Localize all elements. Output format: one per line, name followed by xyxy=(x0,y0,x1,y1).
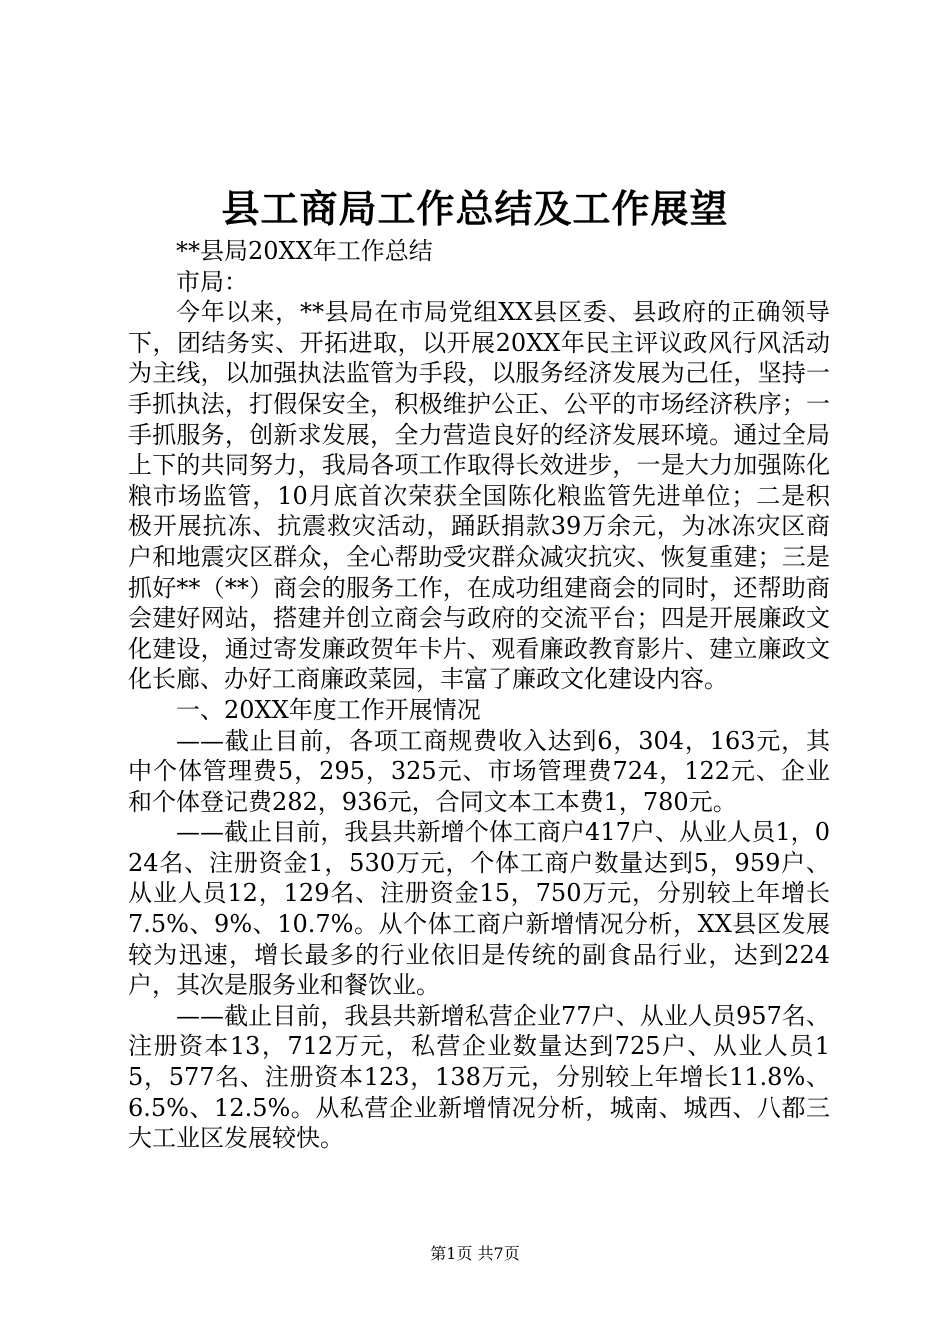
paragraph-report-heading: **县局20XX年工作总结 xyxy=(176,237,433,265)
page-number: 第1页 共7页 xyxy=(430,1244,520,1263)
paragraph-individual-businesses: ——截止目前，我县共新增个体工商户417户、从业人员1，024名、注册资金1，530万元，个体工商户数量达到5，959户、从业人员12，129名、注册资金15，750万元，分别较上年增长7.5%、9%、10.7%。从个体工商户新增情况分析，XX县区发展较为迅速，增长最多的行业依旧是传统的副食品行业，达到224户，其次是服务业和餐饮业。 xyxy=(128,818,830,1000)
paragraph-private-enterprises: ——截止目前，我县共新增私营企业77户、从业人员957名、注册资本13，712万元，私营企业数量达到725户、从业人员15，577名、注册资本123，138万元，分别较上年增长11.8%、6.5%、12.5%。从私营企业新增情况分析，城南、城西、八都三大工业区发展较快。 xyxy=(128,1001,830,1153)
paragraph-intro: 今年以来，**县局在市局党组XX县区委、县政府的正确领导下，团结务实、开拓进取，以开展20XX年民主评议政风行风活动为主线，以加强执法监管为手段，以服务经济发展为己任，坚持一手抓执法，打假保安全，积极维护公正、公平的市场经济秩序；一手抓服务，创新求发展，全力营造良好的经济发展环境。通过全局上下的共同努力，我局各项工作取得长效进步，一是大力加强陈化粮市场监管，10月底首次荣获全国陈化粮监管先进单位；二是积极开展抗冻、抗震救灾活动，踊跃捐款39万余元，为冰冻灾区商户和地震灾区群众，全心帮助受灾群众减灾抗灾、恢复重建；三是抓好**（**）商会的服务工作，在成功组建商会的同时，还帮助商会建好网站，搭建并创立商会与政府的交流平台；四是开展廉政文化建设，通过寄发廉政贺年卡片、观看廉政教育影片、建立廉政文化长廊、办好工商廉政菜园，丰富了廉政文化建设内容。 xyxy=(128,298,830,694)
document-body xyxy=(128,236,830,1154)
paragraph-section-heading: 一、20XX年度工作开展情况 xyxy=(176,695,481,724)
paragraph-fees: ——截止目前，各项工商规费收入达到6，304，163元，其中个体管理费5，295，325元、市场管理费724，122元、企业和个体登记费282，936元，合同文本工本费1，780元。 xyxy=(128,726,830,816)
paragraph-addressee: 市局： xyxy=(176,267,248,296)
document-title: 县工商局工作总结及工作展望 xyxy=(221,186,729,231)
